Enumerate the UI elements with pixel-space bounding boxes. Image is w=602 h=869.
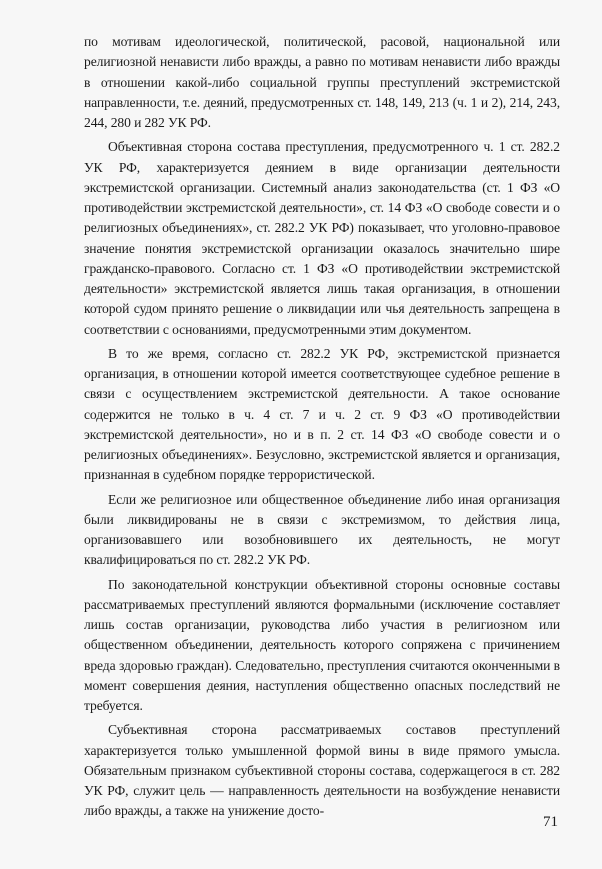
paragraph-formal-composition: По законодательной конструкции объективной стороны основные составы рассматриваемых преступлений являются формальными (исключение составляет лишь состав организации, руководства либо участия в религиозном или общественном объединении, деятельность которого сопряжена с причинением вреда здоровью граждан). Следовательно, преступления считаются оконченными в момент совершения деяния, наступления общественно опасных последствий не требуется. [84,576,560,713]
paragraph-subjective-side: Субъективная сторона рассматриваемых составов преступлений характеризуется только умышленной формой вины в виде прямого умысла. Обязательным признаком субъективной стороны состава, содержащегося в ст. 282 УК РФ, служит цель — направленность деятельности на возбуждение ненависти либо вражды, а также на унижение досто- [84,722,560,819]
paragraph-objective-side: Объективная сторона состава преступления, предусмотренного ч. 1 ст. 282.2 УК РФ, характеризуется деянием в виде организации деятельности экстремистской организации. Системный анализ законодательства (ст. 1 ФЗ «О противодействии экстремистской деятельности», ст. 14 ФЗ «О свободе совести и о религиозных объединениях», ст. 282.2 УК РФ) показывает, что уголовно-правовое значение понятия экстремистской организации оказалось значительно шире гражданско-правового. Согласно ст. 1 ФЗ «О противодействии экстремистской деятельности» экстремистской является лишь такая организация, в отношении которой судом принято решение о ликвидации или чья деятельность запрещена в соответствии с основаниями, предусмотренными этим документом. [84,139,560,337]
paragraph-court-decision: В то же время, согласно ст. 282.2 УК РФ, экстремистской признается организация, в отношении которой имеется соответствующее судебное решение в связи с осуществлением экстремистской деятельности. А такое основание содержится не только в ч. 4 ст. 7 и ч. 2 ст. 9 ФЗ «О противодействии экстремистской деятельности», но и в п. 2 ст. 14 ФЗ «О свободе совести и о религиозных объединениях». Безусловно, экстремистской является и организация, признанная в судебном порядке террористической. [84,345,560,483]
document-page [84,32,560,819]
page-number: 71 [543,814,558,830]
paragraph-continuation: по мотивам идеологической, политической, расовой, национальной или религиозной ненависти либо вражды, а равно по мотивам ненависти либо вражды в отношении какой-либо социальной группы преступлений экстремистской направленности, т.е. деяний, предусмотренных ст. 148, 149, 213 (ч. 1 и 2), 214, 243, 244, 280 и 282 УК РФ. [84,34,560,130]
paragraph-liquidation: Если же религиозное или общественное объединение либо иная организация были ликвидированы не в связи с экстремизмом, то действия лица, организовавшего или возобновившего их деятельность, не могут квалифицироваться по ст. 282.2 УК РФ. [84,491,560,568]
